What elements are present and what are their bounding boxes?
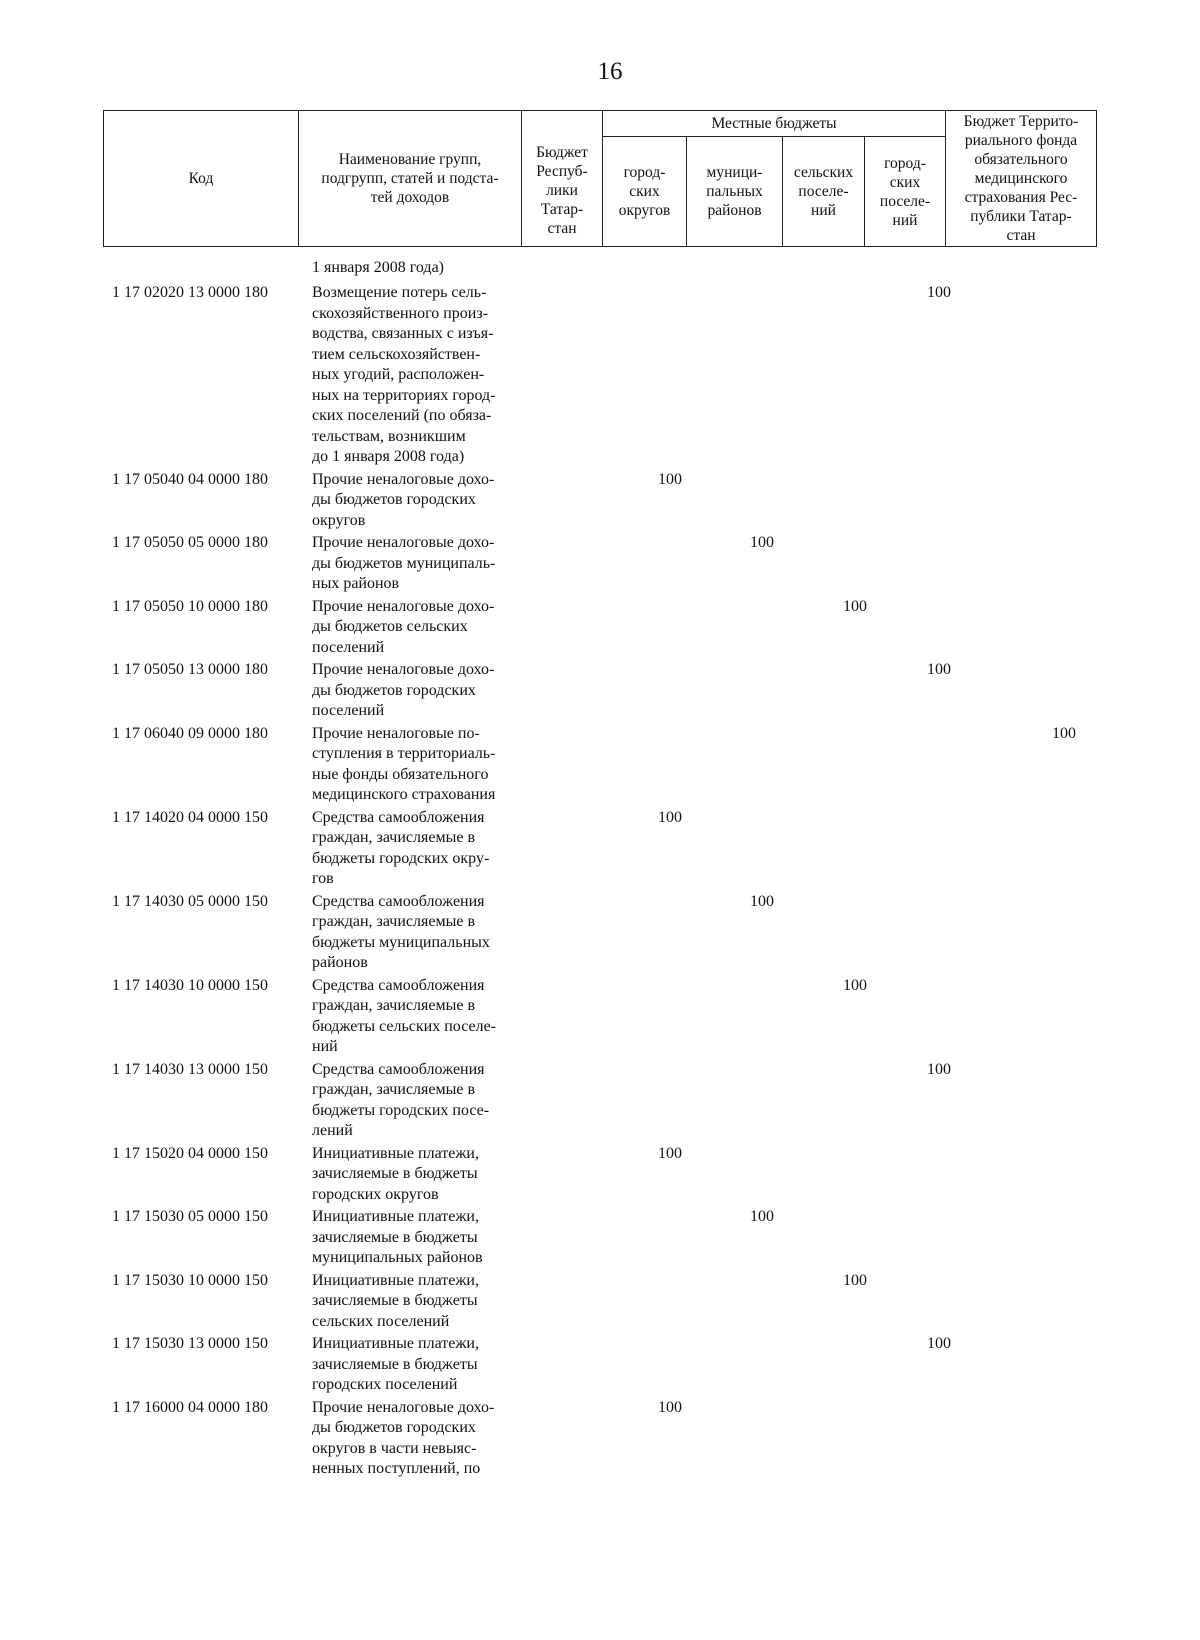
income-name: Инициативные платежи, зачисляемые в бюджеты сельских поселений bbox=[312, 1271, 479, 1330]
income-name: Прочие неналоговые дохо- ды бюджетов муниципаль- ных районов bbox=[312, 534, 496, 592]
header-city-districts: город- ских округов bbox=[603, 137, 687, 247]
table-row bbox=[0, 724, 1200, 806]
income-code: 1 17 14030 10 0000 150 bbox=[112, 976, 268, 994]
income-name: Средства самообложения граждан, зачисляемые в бюджеты городских окру- гов bbox=[312, 808, 490, 887]
continuation-text: 1 января 2008 года) bbox=[312, 259, 444, 276]
norm-value: 100 bbox=[750, 534, 774, 551]
table-body bbox=[0, 258, 1200, 1482]
income-name: Инициативные платежи, зачисляемые в бюджеты городских округов bbox=[312, 1144, 479, 1203]
table-row bbox=[0, 1060, 1200, 1142]
table-row bbox=[0, 283, 1200, 468]
income-name: Инициативные платежи, зачисляемые в бюджеты городских поселений bbox=[312, 1335, 479, 1393]
income-name: Средства самообложения граждан, зачисляемые в бюджеты муниципальных районов bbox=[312, 892, 490, 971]
norm-value: 100 bbox=[927, 1335, 951, 1352]
income-code: 1 17 15030 05 0000 150 bbox=[112, 1208, 268, 1225]
page-number: 16 bbox=[597, 58, 623, 85]
table-row bbox=[0, 1271, 1200, 1333]
norm-value: 100 bbox=[658, 1144, 682, 1162]
income-name: Возмещение потерь сель- скохозяйственного произ- водства, связанных с изъя- тием сельскохозяйствен- ных угодий, расположен- ных на территориях город- ских поселений (по обяза- тельствам, возникшим до 1 января 2008 года) bbox=[312, 284, 496, 465]
header-local-budgets: Местные бюджеты bbox=[603, 111, 946, 137]
norm-value: 100 bbox=[658, 808, 682, 826]
income-code: 1 17 02020 13 0000 180 bbox=[112, 284, 268, 301]
table-row bbox=[0, 976, 1200, 1058]
table-row bbox=[0, 808, 1200, 890]
header-republic-budget: Бюджет Респуб- лики Татар- стан bbox=[522, 111, 603, 247]
income-code: 1 17 15020 04 0000 150 bbox=[112, 1144, 268, 1162]
income-code: 1 17 05050 10 0000 180 bbox=[112, 597, 268, 615]
table-row bbox=[0, 470, 1200, 532]
income-name: Прочие неналоговые дохо- ды бюджетов городских поселений bbox=[312, 661, 495, 719]
table-row bbox=[0, 1207, 1200, 1269]
income-code: 1 17 14030 05 0000 150 bbox=[112, 892, 268, 910]
norm-value: 100 bbox=[927, 284, 951, 301]
norm-value: 100 bbox=[927, 661, 951, 678]
table-row bbox=[0, 1144, 1200, 1206]
income-code: 1 17 14030 13 0000 150 bbox=[112, 1060, 268, 1078]
header-rural-settlements: сельских поселе- ний bbox=[783, 137, 865, 247]
norm-value: 100 bbox=[843, 976, 867, 994]
header-municipal-districts: муници- пальных районов bbox=[687, 137, 783, 247]
income-name: Прочие неналоговые по- ступления в территориаль- ные фонды обязательного медицинского страхования bbox=[312, 724, 496, 803]
income-name: Прочие неналоговые дохо- ды бюджетов городских округов в части невыяс- ненных поступлений, по bbox=[312, 1398, 495, 1477]
norm-value: 100 bbox=[843, 597, 867, 615]
table-row bbox=[0, 1334, 1200, 1396]
table-row bbox=[0, 597, 1200, 659]
table-row bbox=[0, 533, 1200, 595]
table-row bbox=[0, 892, 1200, 974]
income-name: Прочие неналоговые дохо- ды бюджетов городских округов bbox=[312, 470, 495, 529]
income-code: 1 17 15030 13 0000 150 bbox=[112, 1335, 268, 1352]
table-row bbox=[0, 660, 1200, 722]
income-code: 1 17 16000 04 0000 180 bbox=[112, 1398, 268, 1416]
header-name: Наименование групп, подгрупп, статей и подста- тей доходов bbox=[299, 111, 522, 247]
table-header bbox=[103, 110, 1097, 247]
income-code: 1 17 05050 05 0000 180 bbox=[112, 534, 268, 551]
norm-value: 100 bbox=[927, 1060, 951, 1078]
header-code: Код bbox=[104, 111, 299, 247]
income-code: 1 17 15030 10 0000 150 bbox=[112, 1271, 268, 1289]
header-urban-settlements: город- ских поселе- ний bbox=[865, 137, 946, 247]
norm-value: 100 bbox=[658, 470, 682, 488]
income-code: 1 17 05040 04 0000 180 bbox=[112, 470, 268, 488]
income-name: Прочие неналоговые дохо- ды бюджетов сельских поселений bbox=[312, 597, 495, 656]
income-name: Средства самообложения граждан, зачисляемые в бюджеты сельских поселе- ний bbox=[312, 976, 496, 1055]
norm-value: 100 bbox=[1052, 724, 1076, 742]
header-tfoms-budget: Бюджет Террито- риального фонда обязательного медицинского страхования Рес- публики Татар- стан bbox=[946, 111, 1097, 247]
income-name: Средства самообложения граждан, зачисляемые в бюджеты городских посе- лений bbox=[312, 1060, 490, 1139]
income-code: 1 17 14020 04 0000 150 bbox=[112, 808, 268, 826]
norm-value: 100 bbox=[658, 1398, 682, 1416]
table-row bbox=[0, 1398, 1200, 1480]
income-name: Инициативные платежи, зачисляемые в бюджеты муниципальных районов bbox=[312, 1208, 483, 1266]
norm-value: 100 bbox=[843, 1271, 867, 1289]
norm-value: 100 bbox=[750, 1208, 774, 1225]
income-code: 1 17 06040 09 0000 180 bbox=[112, 724, 268, 742]
norm-value: 100 bbox=[750, 892, 774, 910]
income-code: 1 17 05050 13 0000 180 bbox=[112, 661, 268, 678]
